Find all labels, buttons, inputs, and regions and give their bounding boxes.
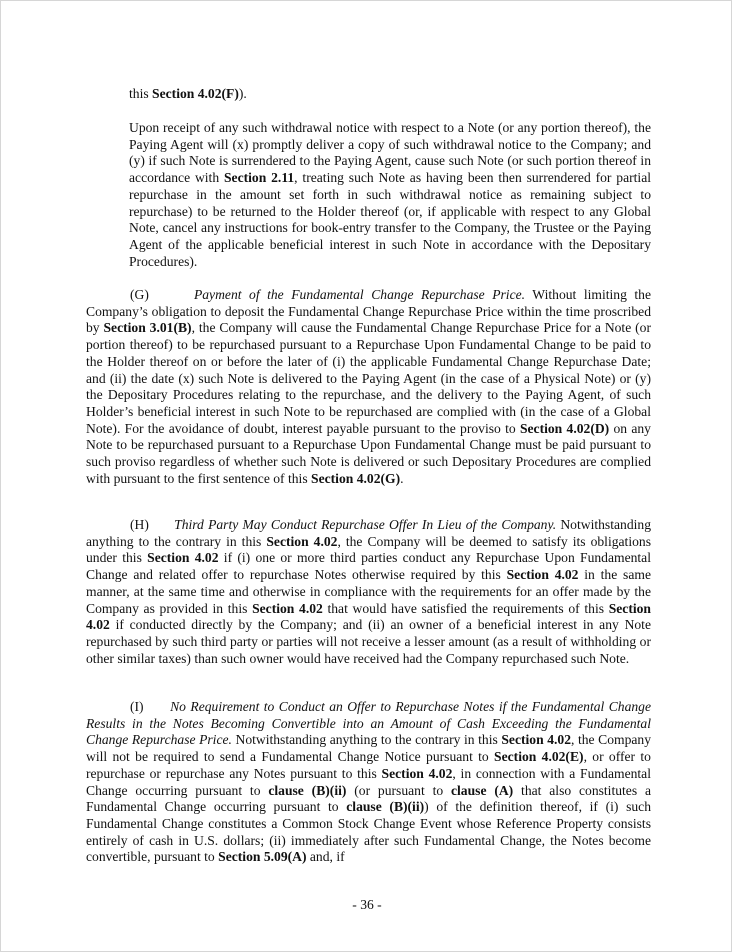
text-run: this bbox=[129, 86, 153, 101]
paragraph-label: (I) bbox=[130, 699, 144, 714]
text-run: . bbox=[400, 470, 404, 486]
text-run: that would have satisfied the requirements of this bbox=[322, 600, 609, 616]
text-run: in the same manner, at the same time and otherwise in compliance with the requirements for an offer made by the Company as provided in this bbox=[86, 567, 651, 616]
text-run: and, if bbox=[306, 849, 345, 865]
paragraph-heading: No Requirement to Conduct an Offer to Repurchase Notes if the Fundamental Change Results in the Notes Becoming Convertible into an Amount of Cash Exceeding the Fundamental Change Repurchase Price. bbox=[86, 699, 652, 748]
section-reference: Section 2.11 bbox=[223, 170, 295, 186]
section-reference: Section 4.02(E) bbox=[494, 749, 584, 765]
text-run: if (i) one or more third parties conduct any Repurchase Upon Fundamental Change and related offer to repurchase Notes otherwise required by this bbox=[86, 550, 651, 583]
text-run: , the Company will not be required to send a Fundamental Change Notice pursuant to bbox=[86, 732, 651, 765]
text-run: , or offer to repurchase or repurchase any Notes pursuant to this bbox=[86, 749, 651, 781]
paragraph-f-continuation bbox=[129, 86, 651, 103]
text-run: Notwithstanding anything to the contrary in this bbox=[86, 517, 651, 549]
page-number: - 36 - bbox=[352, 897, 382, 912]
clause-reference: clause (B)(ii) bbox=[346, 799, 425, 815]
paragraph-g bbox=[86, 287, 651, 487]
paragraph-withdrawal-notice bbox=[129, 120, 651, 270]
section-reference: Section 5.09(A) bbox=[218, 849, 307, 865]
section-reference: Section 4.02 bbox=[147, 550, 219, 566]
section-reference: Section 4.02(D) bbox=[519, 420, 610, 436]
text-run: that also constitutes a Fundamental Change occurring pursuant to bbox=[86, 782, 652, 815]
paragraph-heading: Third Party May Conduct Repurchase Offer In Lieu of the Company. bbox=[174, 517, 557, 532]
text-run: Without limiting the Company’s obligation to deposit the Fundamental Change Repurchase Price within the time proscribed by bbox=[86, 287, 651, 336]
section-reference: Section 4.02 bbox=[506, 567, 579, 583]
text-run: Notwithstanding anything to the contrary in this bbox=[231, 732, 502, 748]
paragraph-heading: Payment of the Fundamental Change Repurchase Price. bbox=[193, 287, 526, 302]
section-reference: Section 4.02 bbox=[501, 732, 571, 748]
text-run: Upon receipt of any such withdrawal notice with respect to a Note (or any portion thereof), the Paying Agent will (x) promptly deliver a copy of such withdrawal notice to the Company; and (y) if such Note is surrendered to the Paying Agent, cause such Note (or such portion thereof in accordance with bbox=[129, 120, 651, 186]
paragraph-label: (G) bbox=[130, 287, 149, 302]
paragraph-label: (H) bbox=[130, 517, 149, 532]
text-run: , the Company will cause the Fundamental Change Repurchase Price for a Note (or portion thereof) to be repurchased pursuant to a Repurchase Upon Fundamental Change to be paid to the Holder thereof on or before the later of (i) the applicable Fundamental Change Repurchase Date; and (ii) the date (x) such Note is delivered to the Paying Agent (in the case of a Physical Note) or (y) the Depositary Procedures relating to the repurchase, and the delivery to the Paying Agent, of such Holder’s beneficial interest in such Note to be repurchased are complied with (in the case of a Global Note). For the avoidance of doubt, interest payable pursuant to the proviso to bbox=[86, 320, 651, 436]
section-reference: Section 4.02 bbox=[266, 533, 338, 549]
text-run: on any Note to be repurchased pursuant to a Repurchase Upon Fundamental Change must be paid pursuant to such proviso regardless of whether such Note is delivered or such Depositary Procedures are complied with pursuant to the first sentence of this bbox=[86, 420, 651, 486]
paragraph-i bbox=[86, 699, 651, 866]
section-reference: Section 4.02 bbox=[86, 600, 651, 633]
section-reference: Section 4.02(G) bbox=[311, 470, 401, 486]
section-reference: Section 4.02 bbox=[381, 765, 453, 781]
text-run: if conducted directly by the Company; and (ii) an owner of a beneficial interest in any Note repurchased by such third party or parties will not receive a lesser amount (as a result of withholding or other similar taxes) than such owner would have received had the Company repurchased such Note. bbox=[86, 617, 651, 666]
text-run: (or pursuant to bbox=[346, 782, 451, 798]
clause-reference: clause (B)(ii) bbox=[268, 782, 347, 798]
clause-reference: clause (A) bbox=[451, 782, 514, 798]
text-run: , the Company will be deemed to satisfy its obligations under this bbox=[86, 533, 651, 566]
text-run: ) of the definition thereof, if (i) such Fundamental Change constitutes a Common Stock Change Event whose Reference Property consists entirely of cash in U.S. dollars; (ii) immediately after such Fundamental Change, the Notes become convertible, pursuant to bbox=[86, 799, 652, 865]
text-run: , treating such Note as having been then surrendered for partial repurchase in the amount set forth in such withdrawal notice as remaining subject to repurchase) to be returned to the Holder thereof (or, if applicable with respect to any Global Note, cancel any instructions for book-entry transfer to the Company, the Trustee or the Paying Agent of the applicable beneficial interest in such Note in accordance with the Depositary Procedures). bbox=[129, 170, 652, 269]
section-reference: Section 4.02(F) bbox=[152, 86, 239, 101]
paragraph-h bbox=[86, 517, 651, 667]
section-reference: Section 3.01(B) bbox=[103, 320, 192, 336]
text-run: ). bbox=[238, 86, 247, 101]
text-run: , in connection with a Fundamental Change occurring pursuant to bbox=[86, 765, 651, 798]
section-reference: Section 4.02 bbox=[252, 600, 323, 616]
